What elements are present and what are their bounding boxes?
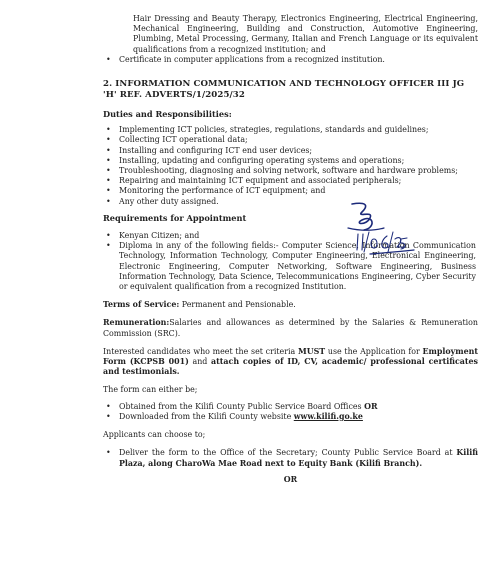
list-item-text: Installing and configuring ICT end user devices; bbox=[119, 145, 313, 155]
bullet-icon: • bbox=[106, 166, 111, 176]
bullet-icon: • bbox=[106, 196, 111, 206]
terms-value: Permanent and Pensionable. bbox=[179, 300, 296, 310]
list-item-text: Collecting ICT operational data; bbox=[119, 135, 248, 145]
applicants-intro: Applicants can choose to; bbox=[103, 430, 206, 440]
list-item-text: Any other duty assigned. bbox=[119, 196, 219, 206]
instructions-text: Interested candidates who meet the set criteria bbox=[103, 346, 298, 356]
bullet-icon: • bbox=[106, 135, 111, 145]
terms-of-service bbox=[103, 300, 478, 310]
instructions-text: use the Application for bbox=[325, 346, 423, 356]
delivery-options-list bbox=[103, 448, 478, 468]
list-item bbox=[103, 231, 478, 241]
list-item bbox=[103, 146, 478, 156]
list-item bbox=[103, 55, 478, 65]
bullet-icon: • bbox=[106, 401, 111, 411]
top-bullet-list bbox=[103, 55, 478, 65]
remuneration-value: Salaries and allowances as determined by the Salaries & Remuneration Commission (SRC). bbox=[103, 318, 478, 338]
qualification-continuation: Hair Dressing and Beauty Therapy, Electronics Engineering, Electrical Engineering, Mechanical Engineering, Building and Construction, Automotive Engineering, Plumbing, Metal Processing, Germany, Italian and French Language or its equivalent qualifications from a recognized institution; and bbox=[133, 14, 478, 54]
instructions-text: and bbox=[188, 357, 211, 367]
bullet-icon: • bbox=[106, 155, 111, 165]
bullet-icon: • bbox=[106, 186, 111, 196]
list-item-text: Diploma in any of the following fields:- Computer Science, Information Communication Technology, Information Technology, Computer Engineering, Electronical Engineering, Electronic Engineering, Computer Networking, Software Engineering, Business Information Technology, Data Science, Telecommunications Engineering, Cyber Security or equivalent qualification from a recognized Institution. bbox=[119, 241, 476, 292]
list-item bbox=[103, 412, 478, 422]
duties-heading: Duties and Responsibilities: bbox=[103, 109, 232, 120]
website-link[interactable]: www.kilifi.go.ke bbox=[293, 411, 363, 421]
list-item-text: Deliver the form to the Office of the Secretary; County Public Service Board at bbox=[119, 448, 457, 458]
list-item bbox=[103, 166, 478, 176]
list-item bbox=[103, 448, 478, 468]
list-item bbox=[103, 186, 478, 196]
office-location: Kilifi Plaza, along CharoWa Mae Road next to Equity Bank (Kilifi Branch). bbox=[119, 448, 478, 468]
bullet-icon: • bbox=[106, 231, 111, 241]
list-item bbox=[103, 135, 478, 145]
bullet-icon: • bbox=[106, 241, 111, 251]
attachments-note: attach copies of ID, CV, academic/ professional certificates and testimonials. bbox=[103, 357, 479, 377]
section-title: 2. INFORMATION COMMUNICATION AND TECHNOLOGY OFFICER III JG 'H' REF. ADVERTS/1/2025/32 bbox=[103, 79, 465, 101]
list-item bbox=[103, 402, 478, 412]
or-divider: OR bbox=[283, 474, 298, 484]
duties-list bbox=[103, 125, 478, 207]
list-item bbox=[103, 241, 478, 292]
must-emphasis: MUST bbox=[297, 346, 326, 356]
document-body bbox=[103, 14, 478, 485]
requirements-list bbox=[103, 231, 478, 292]
bullet-icon: • bbox=[106, 54, 111, 64]
terms-label: Terms of Service: bbox=[103, 300, 180, 310]
form-options-list bbox=[103, 402, 478, 422]
or-label: OR bbox=[364, 401, 378, 411]
bullet-icon: • bbox=[106, 176, 111, 186]
list-item-text: Troubleshooting, diagnosing and solving network, software and hardware problems; bbox=[119, 166, 458, 176]
form-intro: The form can either be; bbox=[103, 385, 198, 395]
list-item-text: Installing, updating and configuring operating systems and operations; bbox=[119, 155, 405, 165]
list-item-text: Obtained from the Kilifi County Public Service Board Offices bbox=[119, 401, 365, 411]
list-item-text: Monitoring the performance of ICT equipment; and bbox=[119, 186, 326, 196]
list-item-text: Implementing ICT policies, strategies, regulations, standards and guidelines; bbox=[119, 125, 429, 135]
bullet-icon: • bbox=[106, 145, 111, 155]
list-item-text: Certificate in computer applications from a recognized institution. bbox=[119, 54, 385, 64]
list-item-text: Repairing and maintaining ICT equipment and associated peripherals; bbox=[119, 176, 402, 186]
remuneration bbox=[103, 318, 478, 338]
remuneration-label: Remuneration: bbox=[103, 318, 170, 328]
list-item bbox=[103, 197, 478, 207]
list-item-text: Downloaded from the Kilifi County website bbox=[119, 411, 294, 421]
handwritten-signature bbox=[340, 198, 420, 270]
list-item bbox=[103, 125, 478, 135]
requirements-heading: Requirements for Appointment bbox=[103, 212, 247, 223]
application-instructions bbox=[103, 347, 478, 378]
form-name: Employment Form (KCPSB 001) bbox=[103, 346, 478, 367]
bullet-icon: • bbox=[106, 411, 111, 421]
bullet-icon: • bbox=[106, 125, 111, 135]
bullet-icon: • bbox=[106, 448, 111, 458]
list-item bbox=[103, 156, 478, 166]
list-item bbox=[103, 176, 478, 186]
list-item-text: Kenyan Citizen; and bbox=[119, 231, 200, 241]
